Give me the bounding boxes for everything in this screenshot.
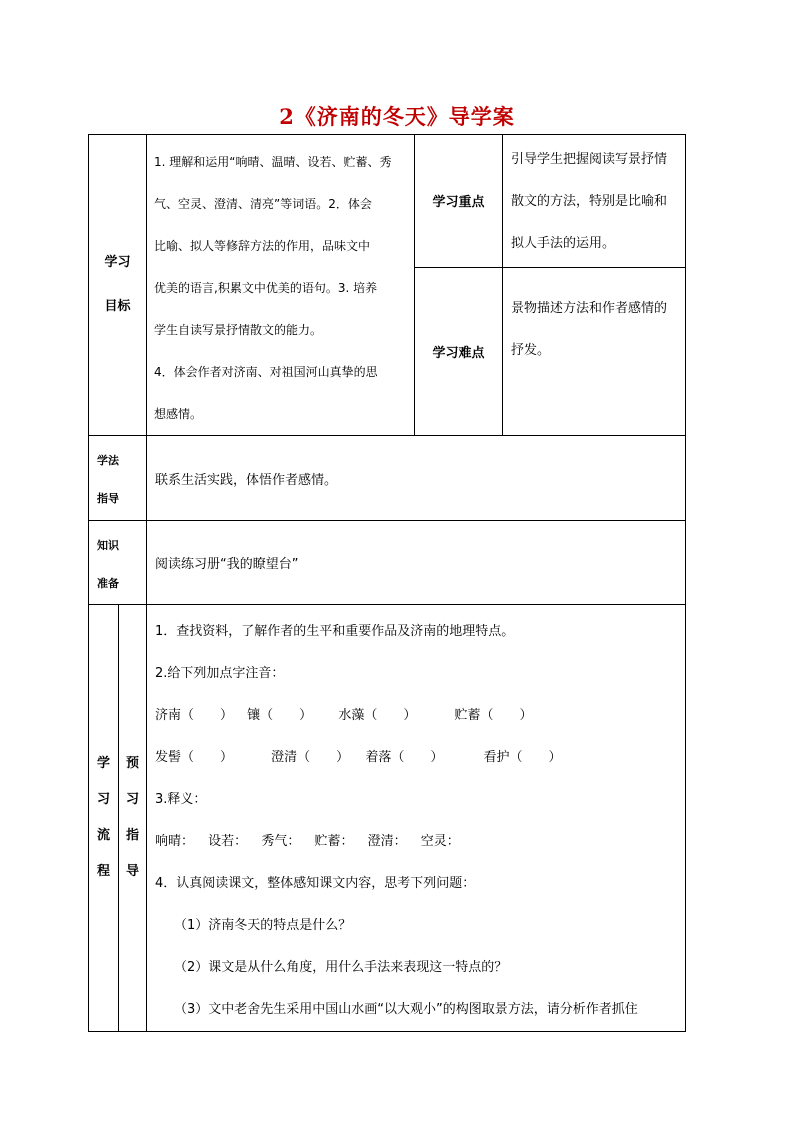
question-3: （3）文中老舍先生采用中国山水画“以大观小”的构图取景方法，请分析作者抓住: [174, 1002, 638, 1017]
task-4: 4．认真阅读课文，整体感知课文内容，思考下列问题：: [155, 876, 476, 891]
flow-label: 学 习 流 程: [89, 605, 119, 1032]
preview-content: [147, 605, 686, 1032]
key-points-text: 引导学生把握阅读写景抒情 散文的方法，特别是比喻和 拟人手法的运用。: [503, 135, 686, 268]
definitions-row: 响晴： 设若： 秀气： 贮蓄： 澄清： 空灵：: [155, 834, 460, 849]
task-1: 1．查找资料，了解作者的生平和重要作品及济南的地理特点。: [155, 624, 515, 639]
page-title: 2《济南的冬天》导学案: [279, 104, 515, 129]
pinyin-row-2: 发髻（ ） 澄清（ ） 着落（ ） 看护（ ）: [155, 750, 562, 765]
preview-guide-label: 预 习 指 导: [119, 605, 147, 1032]
difficulties-text: 景物描述方法和作者感情的 抒发。: [503, 267, 686, 435]
task-2: 2.给下列加点字注音：: [155, 666, 285, 681]
lesson-table: [88, 134, 686, 1032]
pinyin-row-1: 济南（ ） 镶（ ） 水藻（ ） 贮蓄（ ）: [155, 708, 533, 723]
difficulties-label: 学习难点: [415, 267, 503, 435]
method-text: 联系生活实践，体悟作者感情。: [147, 436, 686, 521]
prep-text: 阅读练习册“我的瞭望台”: [147, 521, 686, 605]
question-2: （2）课文是从什么角度，用什么手法来表现这一特点的？: [174, 960, 508, 975]
goals-text: 1. 理解和运用“响晴、温晴、设若、贮蓄、秀 气、空灵、澄清、清亮”等词语。2．体会 比喻、拟人等修辞方法的作用，品味文中 优美的语言,积累文中优美的语句。3. 培养 学生自读写景抒情散文的能力。 4．体会作者对济南、对祖国河山真挚的思 想感情。: [147, 135, 415, 436]
key-points-label: 学习重点: [415, 135, 503, 268]
goals-label: 学习 目标: [89, 135, 147, 436]
prep-label: 知识 准备: [89, 521, 147, 605]
question-1: （1）济南冬天的特点是什么？: [174, 918, 352, 933]
task-3: 3.释义：: [155, 792, 207, 807]
method-label: 学法 指导: [89, 436, 147, 521]
